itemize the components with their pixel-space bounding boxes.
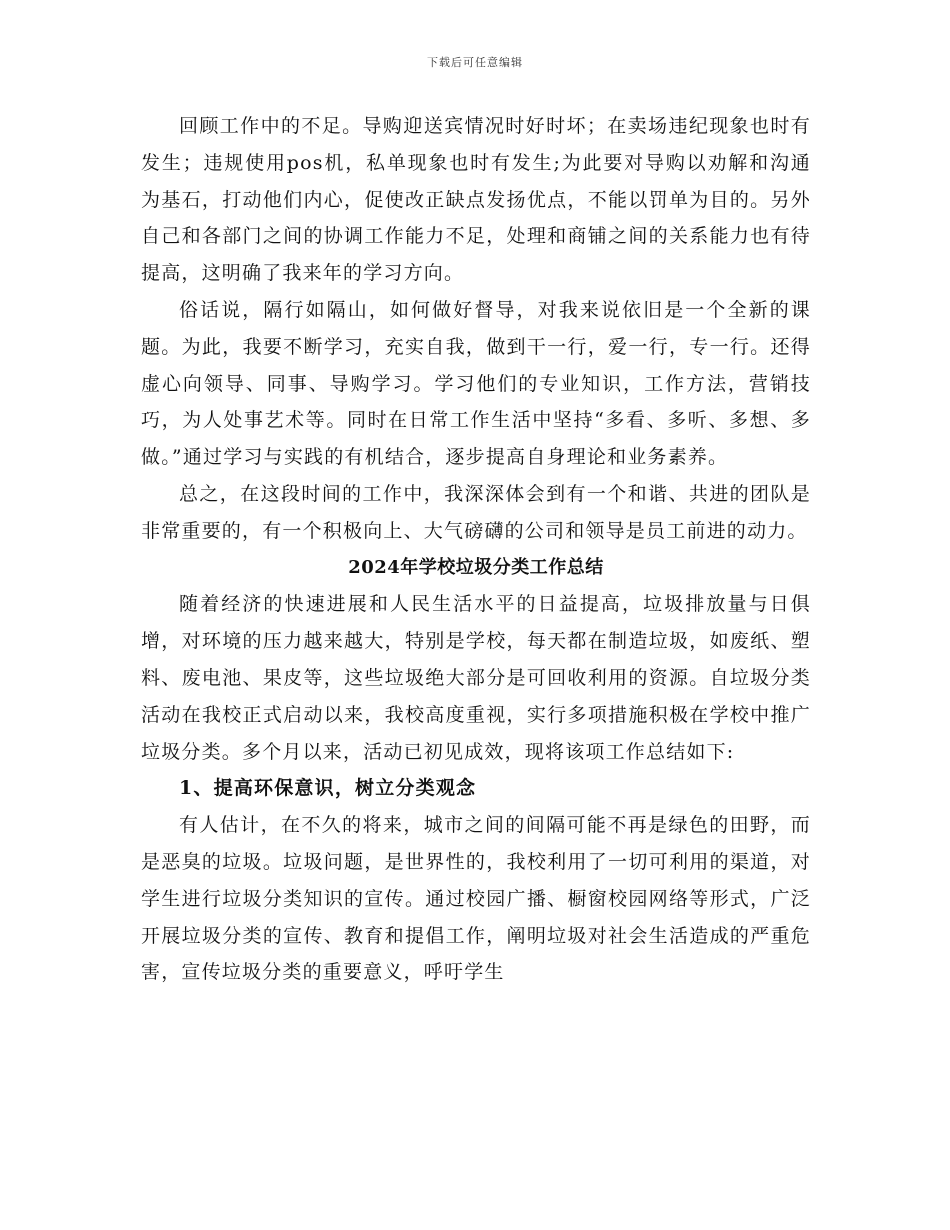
page-header: 下载后可任意编辑: [427, 56, 523, 69]
paragraph-awareness: 有人估计，在不久的将来，城市之间的间隔可能不再是绿色的田野，而是恶臭的垃圾。垃圾问题，是世界性的，我校利用了一切可利用的渠道，对学生进行垃圾分类知识的宣传。通过校园广播、橱窗校园网络等形式，广泛开展垃圾分类的宣传、教育和提倡工作，阐明垃圾对社会生活造成的严重危害，宣传垃圾分类的重要意义，呼吁学生: [141, 814, 811, 984]
paragraph-learning: 俗话说，隔行如隔山，如何做好督导，对我来说依旧是一个全新的课题。为此，我要不断学习，充实自我，做到干一行，爱一行，专一行。还得虚心向领导、同事、导购学习。学习他们的专业知识，工作方法，营销技巧，为人处事艺术等。同时在日常工作生活中坚持“多看、多听、多想、多做。”通过学习与实践的有机结合，逐步提高自身理论和业务素养。: [141, 298, 811, 469]
paragraph-intro: 随着经济的快速进展和人民生活水平的日益提高，垃圾排放量与日俱增，对环境的压力越来越大，特别是学校，每天都在制造垃圾，如废纸、塑料、废电池、果皮等，这些垃圾绝大部分是可回收利用的资源。自垃圾分类活动在我校正式启动以来，我校高度重视，实行多项措施积极在学校中推广垃圾分类。多个月以来，活动已初见成效，现将该项工作总结如下:: [141, 593, 811, 763]
section-title: 2024年学校垃圾分类工作总结: [348, 556, 604, 578]
subheading-1: 1、提高环保意识，树立分类观念: [179, 777, 477, 800]
paragraph-conclusion: 总之，在这段时间的工作中，我深深体会到有一个和谐、共进的团队是非常重要的，有一个积极向上、大气磅礴的公司和领导是员工前进的动力。: [141, 482, 811, 542]
document-body: [141, 108, 811, 991]
paragraph-shortcomings: 回顾工作中的不足。导购迎送宾情况时好时坏；在卖场违纪现象也时有发生；违规使用pos机，私单现象也时有发生;为此要对导购以劝解和沟通为基石，打动他们内心，促使改正缺点发扬优点，不能以罚单为目的。另外自己和各部门之间的协调工作能力不足，处理和商铺之间的关系能力也有待提高，这明确了我来年的学习方向。: [141, 115, 811, 285]
